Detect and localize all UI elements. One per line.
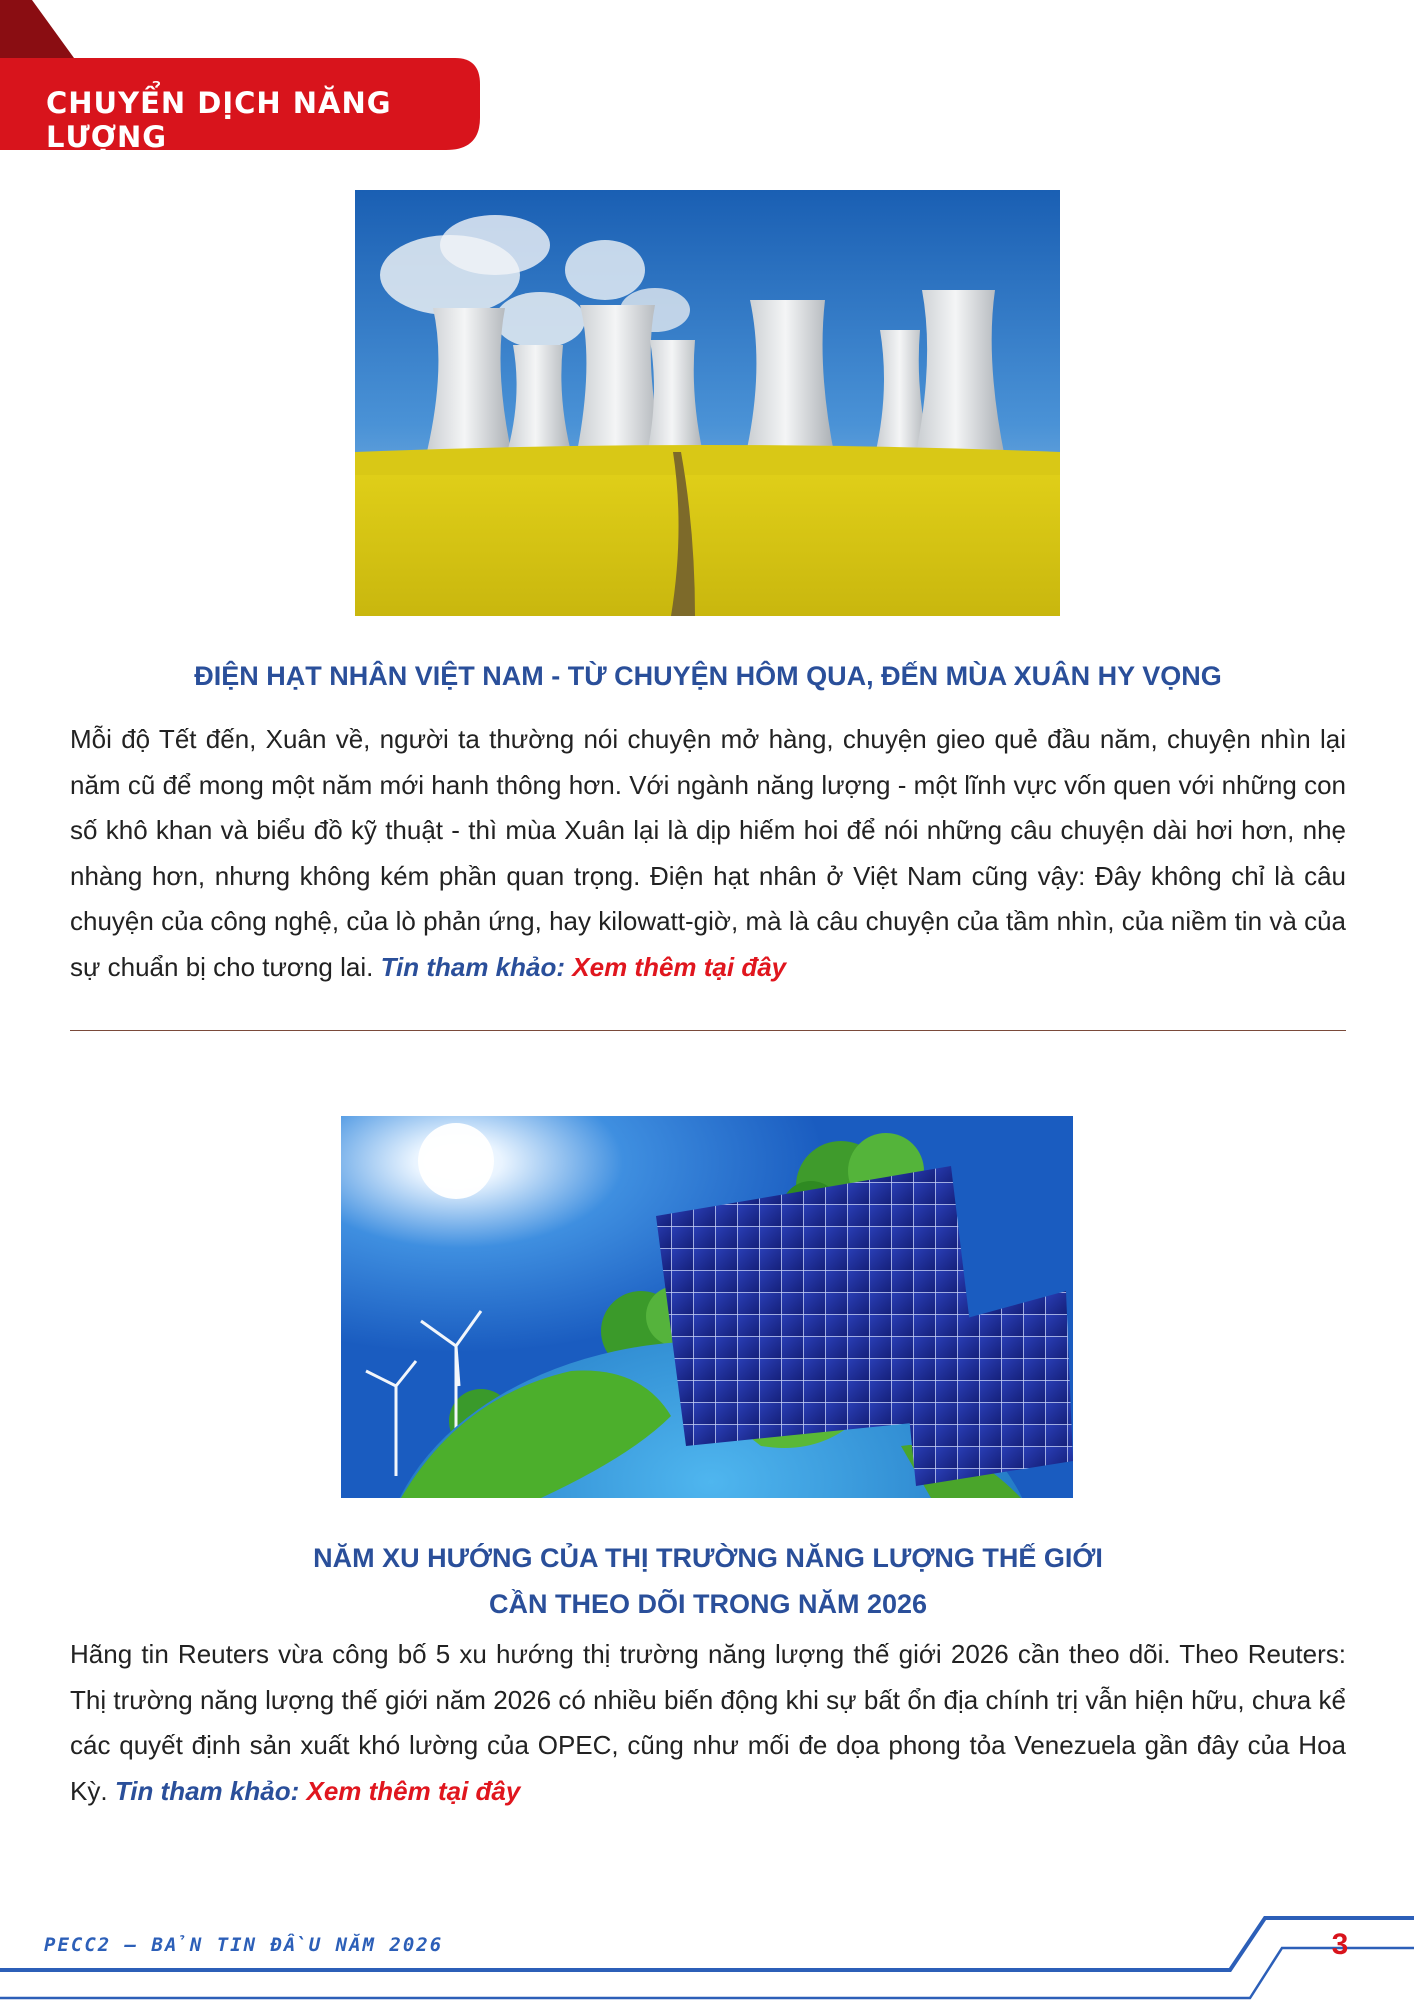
solar-globe-photo: [341, 1116, 1073, 1498]
article-2-text: Hãng tin Reuters vừa công bố 5 xu hướng thị trường năng lượng thế giới 2026 cần theo dõi. Theo Reuters: Thị trường năng lượng thế giới năm 2026 có nhiều biến động khi sự bất ổn địa chính trị vẫn hiện hữu, chưa kể các quyết định sản xuất khó lường của OPEC, cũng như mối đe dọa phong tỏa Venezuela gần đây của Hoa Kỳ.: [70, 1639, 1346, 1806]
nuclear-plant-photo: [355, 190, 1060, 616]
article-divider: [70, 1030, 1346, 1031]
footer-publication: PECC2 – BẢN TIN ĐẦU NĂM 2026: [44, 1934, 444, 1956]
section-title: CHUYỂN DỊCH NĂNG LƯỢNG: [46, 86, 392, 154]
article-1-title: ĐIỆN HẠT NHÂN VIỆT NAM - TỪ CHUYỆN HÔM QUA, ĐẾN MÙA XUÂN HY VỌNG: [194, 661, 1222, 691]
article-2-title-line-1: NĂM XU HƯỚNG CỦA THỊ TRƯỜNG NĂNG LƯỢNG THẾ GIỚI: [313, 1543, 1103, 1573]
article-2-ref-link[interactable]: Xem thêm tại đây: [306, 1775, 521, 1806]
article-1-ref-label: Tin tham khảo:: [380, 951, 566, 982]
article-2-title: [70, 1535, 1346, 1627]
article-1-text: Mỗi độ Tết đến, Xuân về, người ta thường nói chuyện mở hàng, chuyện gieo quẻ đầu năm, chuyện nhìn lại năm cũ để mong một năm mới hanh thông hơn. Với ngành năng lượng - một lĩnh vực vốn quen với những con số khô khan và biểu đồ kỹ thuật - thì mùa Xuân lại là dịp hiếm hoi để nói những câu chuyện dài hơi hơn, nhẹ nhàng hơn, nhưng không kém phần quan trọng. Điện hạt nhân ở Việt Nam cũng vậy: Đây không chỉ là câu chuyện của công nghệ, của lò phản ứng, hay kilowatt-giờ, mà là câu chuyện của tầm nhìn, của niềm tin và của sự chuẩn bị cho tương lai.: [70, 724, 1346, 982]
article-2-title-line-2: CẦN THEO DÕI TRONG NĂM 2026: [488, 1589, 928, 1619]
article-1-body: [70, 717, 1346, 990]
article-1-ref-link[interactable]: Xem thêm tại đây: [572, 951, 787, 982]
article-2-body: [70, 1632, 1346, 1814]
article-2-ref-label: Tin tham khảo:: [114, 1775, 300, 1806]
page-number: 3: [1331, 1928, 1349, 1961]
section-header-tab: [0, 0, 490, 152]
